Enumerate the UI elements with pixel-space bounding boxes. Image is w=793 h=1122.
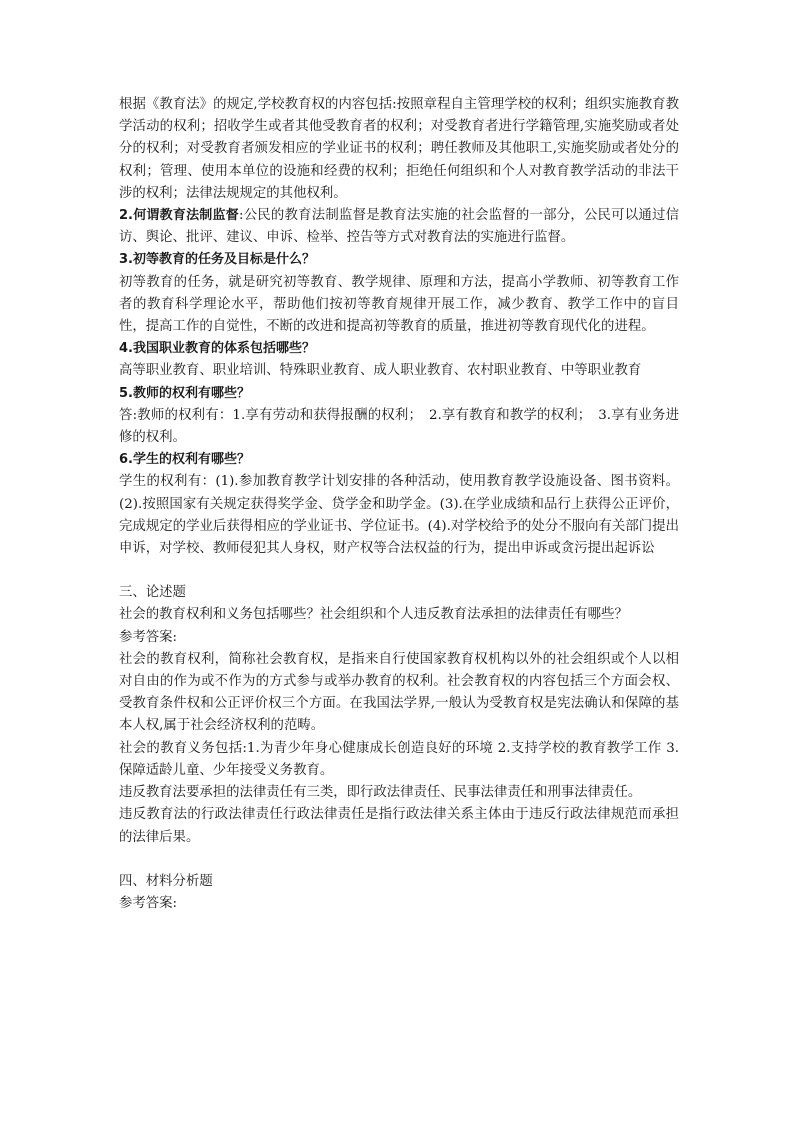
q2-answer: :公民的教育法制监督是教育法实施的社会监督的一部分，公民可以通过信访、舆论、批评、建议、申诉、检举、控告等方式对教育法的实施进行监督。 bbox=[119, 208, 680, 246]
section3-paragraph-3: 违反教育法要承担的法律责任有三类，即行政法律责任、民事法律责任和刑事法律责任。 bbox=[119, 785, 642, 801]
section4-ref-label: 参考答案: bbox=[119, 895, 178, 911]
q4-label: 4.我国职业教育的体系包括哪些？ bbox=[119, 341, 315, 357]
section3-ref-label: 参考答案: bbox=[119, 629, 178, 645]
q2-block bbox=[119, 205, 679, 249]
spacer bbox=[119, 560, 679, 582]
section3-question: 社会的教育权利和义务包括哪些？社会组织和个人违反教育法承担的法律责任有哪些？ bbox=[119, 607, 628, 623]
q5-answer: 答:教师的权利有：1.享有劳动和获得报酬的权利； 2.享有教育和教学的权利； 3.享有业务进修的权利。 bbox=[119, 407, 679, 446]
q2-label: 2.何谓教育法制监督 bbox=[119, 208, 239, 224]
q5-label: 5.教师的权利有哪些？ bbox=[119, 385, 250, 401]
spacer bbox=[119, 849, 679, 871]
section3-heading: 三、论述题 bbox=[119, 585, 186, 601]
section3-paragraph-2: 社会的教育义务包括:1.为青少年身心健康成长创造良好的环境 2.支持学校的教育教学工作 3.保障适龄儿童、少年接受义务教育。 bbox=[119, 740, 679, 778]
q3-label: 3.初等教育的任务及目标是什么？ bbox=[119, 252, 315, 268]
q6-answer: 学生的权利有：(1).参加教育教学计划安排的各种活动，使用教育教学设施设备、图书资料。(2).按照国家有关规定获得奖学金、贷学金和助学金。(3).在学业成绩和品行上获得公正评价，完成规定的学业后获得相应的学业证书、学位证书。(4).对学校给予的处分不服向有关部门提出申诉，对学校、教师侵犯其人身权，财产权等合法权益的行为，提出申诉或贪污提出起诉讼 bbox=[119, 474, 679, 557]
q3-answer: 初等教育的任务，就是研究初等教育、教学规律、原理和方法，提高小学教师、初等教育工作者的教育科学理论水平，帮助他们按初等教育规律开展工作，减少教育、教学工作中的盲目性，提高工作的自觉性，不断的改进和提高初等教育的质量，推进初等教育现代化的进程。 bbox=[119, 274, 679, 335]
section4-heading: 四、材料分析题 bbox=[119, 873, 213, 889]
q4-answer: 高等职业教育、职业培训、特殊职业教育、成人职业教育、农村职业教育、中等职业教育 bbox=[119, 363, 642, 379]
section3-paragraph-4: 违反教育法的行政法律责任行政法律责任是指行政法律关系主体由于违反行政法律规范而承担的法律后果。 bbox=[119, 807, 679, 845]
intro-paragraph: 根据《教育法》的规定,学校教育权的内容包括:按照章程自主管理学校的权利；组织实施教育教学活动的权利；招收学生或者其他受教育者的权利；对受教育者进行学籍管理,实施奖励或者处分的权利；对受教育者颁发相应的学业证书的权利；聘任教师及其他职工,实施奖励或者处分的权利；管理、使用本单位的设施和经费的权利；拒绝任何组织和个人对教育教学活动的非法干涉的权利；法律法规规定的其他权利。 bbox=[119, 97, 679, 201]
q6-label: 6.学生的权利有哪些？ bbox=[119, 452, 250, 468]
section3-paragraph-1: 社会的教育权利，简称社会教育权，是指来自行使国家教育权机构以外的社会组织或个人以相对自由的作为或不作为的方式参与或举办教育的权利。社会教育权的内容包括三个方面会权、受教育条件权和公正评价权三个方面。在我国法学界,一般认为受教育权是宪法确认和保障的基本人权,属于社会经济权利的范畴。 bbox=[119, 651, 679, 734]
document-body bbox=[119, 94, 679, 915]
